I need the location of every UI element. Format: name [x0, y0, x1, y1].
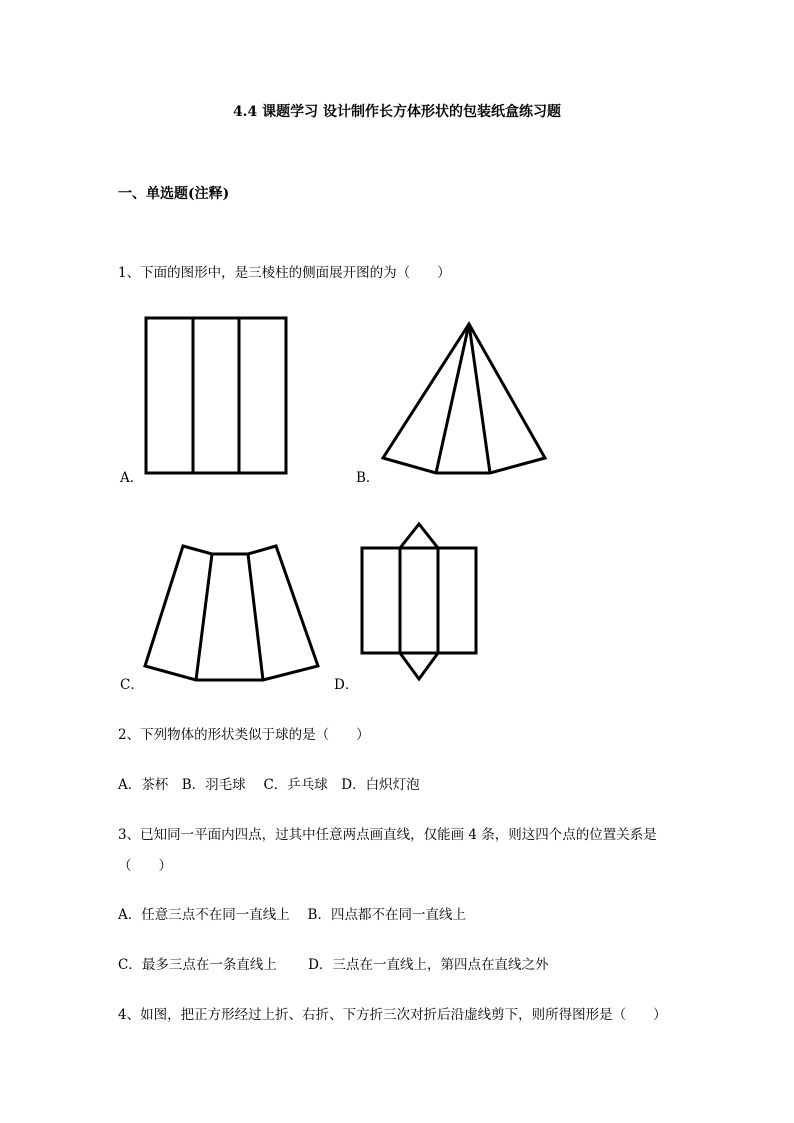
option-1c-label: C． [120, 677, 144, 693]
option-1d-label: D． [334, 677, 359, 693]
figure-b-edge-1 [436, 324, 469, 473]
question-3-stem-continued: （ ） [118, 858, 172, 874]
figure-option-d [356, 518, 482, 686]
figure-option-b [378, 318, 550, 480]
option-1b-label: B． [356, 470, 380, 486]
question-2-options: A．茶杯 B．羽毛球 C．乒乓球 D．白炽灯泡 [118, 777, 420, 793]
question-1-stem: 1、下面的图形中，是三棱柱的侧面展开图的为（ ） [118, 265, 451, 281]
question-4-stem: 4、如图，把正方形经过上折、右折、下方折三次对折后沿虚线剪下，则所得图形是（ ） [118, 1007, 667, 1023]
question-3-options-line-1: A．任意三点不在同一直线上 B．四点都不在同一直线上 [118, 907, 466, 923]
figure-c-edge-2 [248, 554, 263, 680]
figure-option-a [140, 312, 292, 480]
figure-a-outline [146, 318, 286, 473]
section-heading: 一、单选题(注释) [118, 186, 230, 202]
question-3-stem: 3、已知同一平面内四点，过其中任意两点画直线，仅能画 4 条，则这四个点的位置关系是 [118, 827, 657, 843]
figure-option-c [140, 540, 324, 686]
figure-c-outline [145, 546, 318, 680]
page-title: 4.4 课题学习 设计制作长方体形状的包装纸盒练习题 [232, 104, 562, 120]
question-3-options-line-2: C．最多三点在一条直线上 D．三点在一直线上，第四点在直线之外 [118, 957, 549, 973]
figure-d-top-triangle [400, 524, 438, 548]
option-1a-label: A． [120, 470, 144, 486]
figure-d-outline [362, 548, 476, 653]
figure-b-edge-2 [469, 324, 490, 473]
figure-d-bottom-triangle [400, 653, 438, 679]
figure-c-edge-1 [196, 554, 212, 680]
question-2-stem: 2、下列物体的形状类似于球的是（ ） [118, 727, 370, 743]
